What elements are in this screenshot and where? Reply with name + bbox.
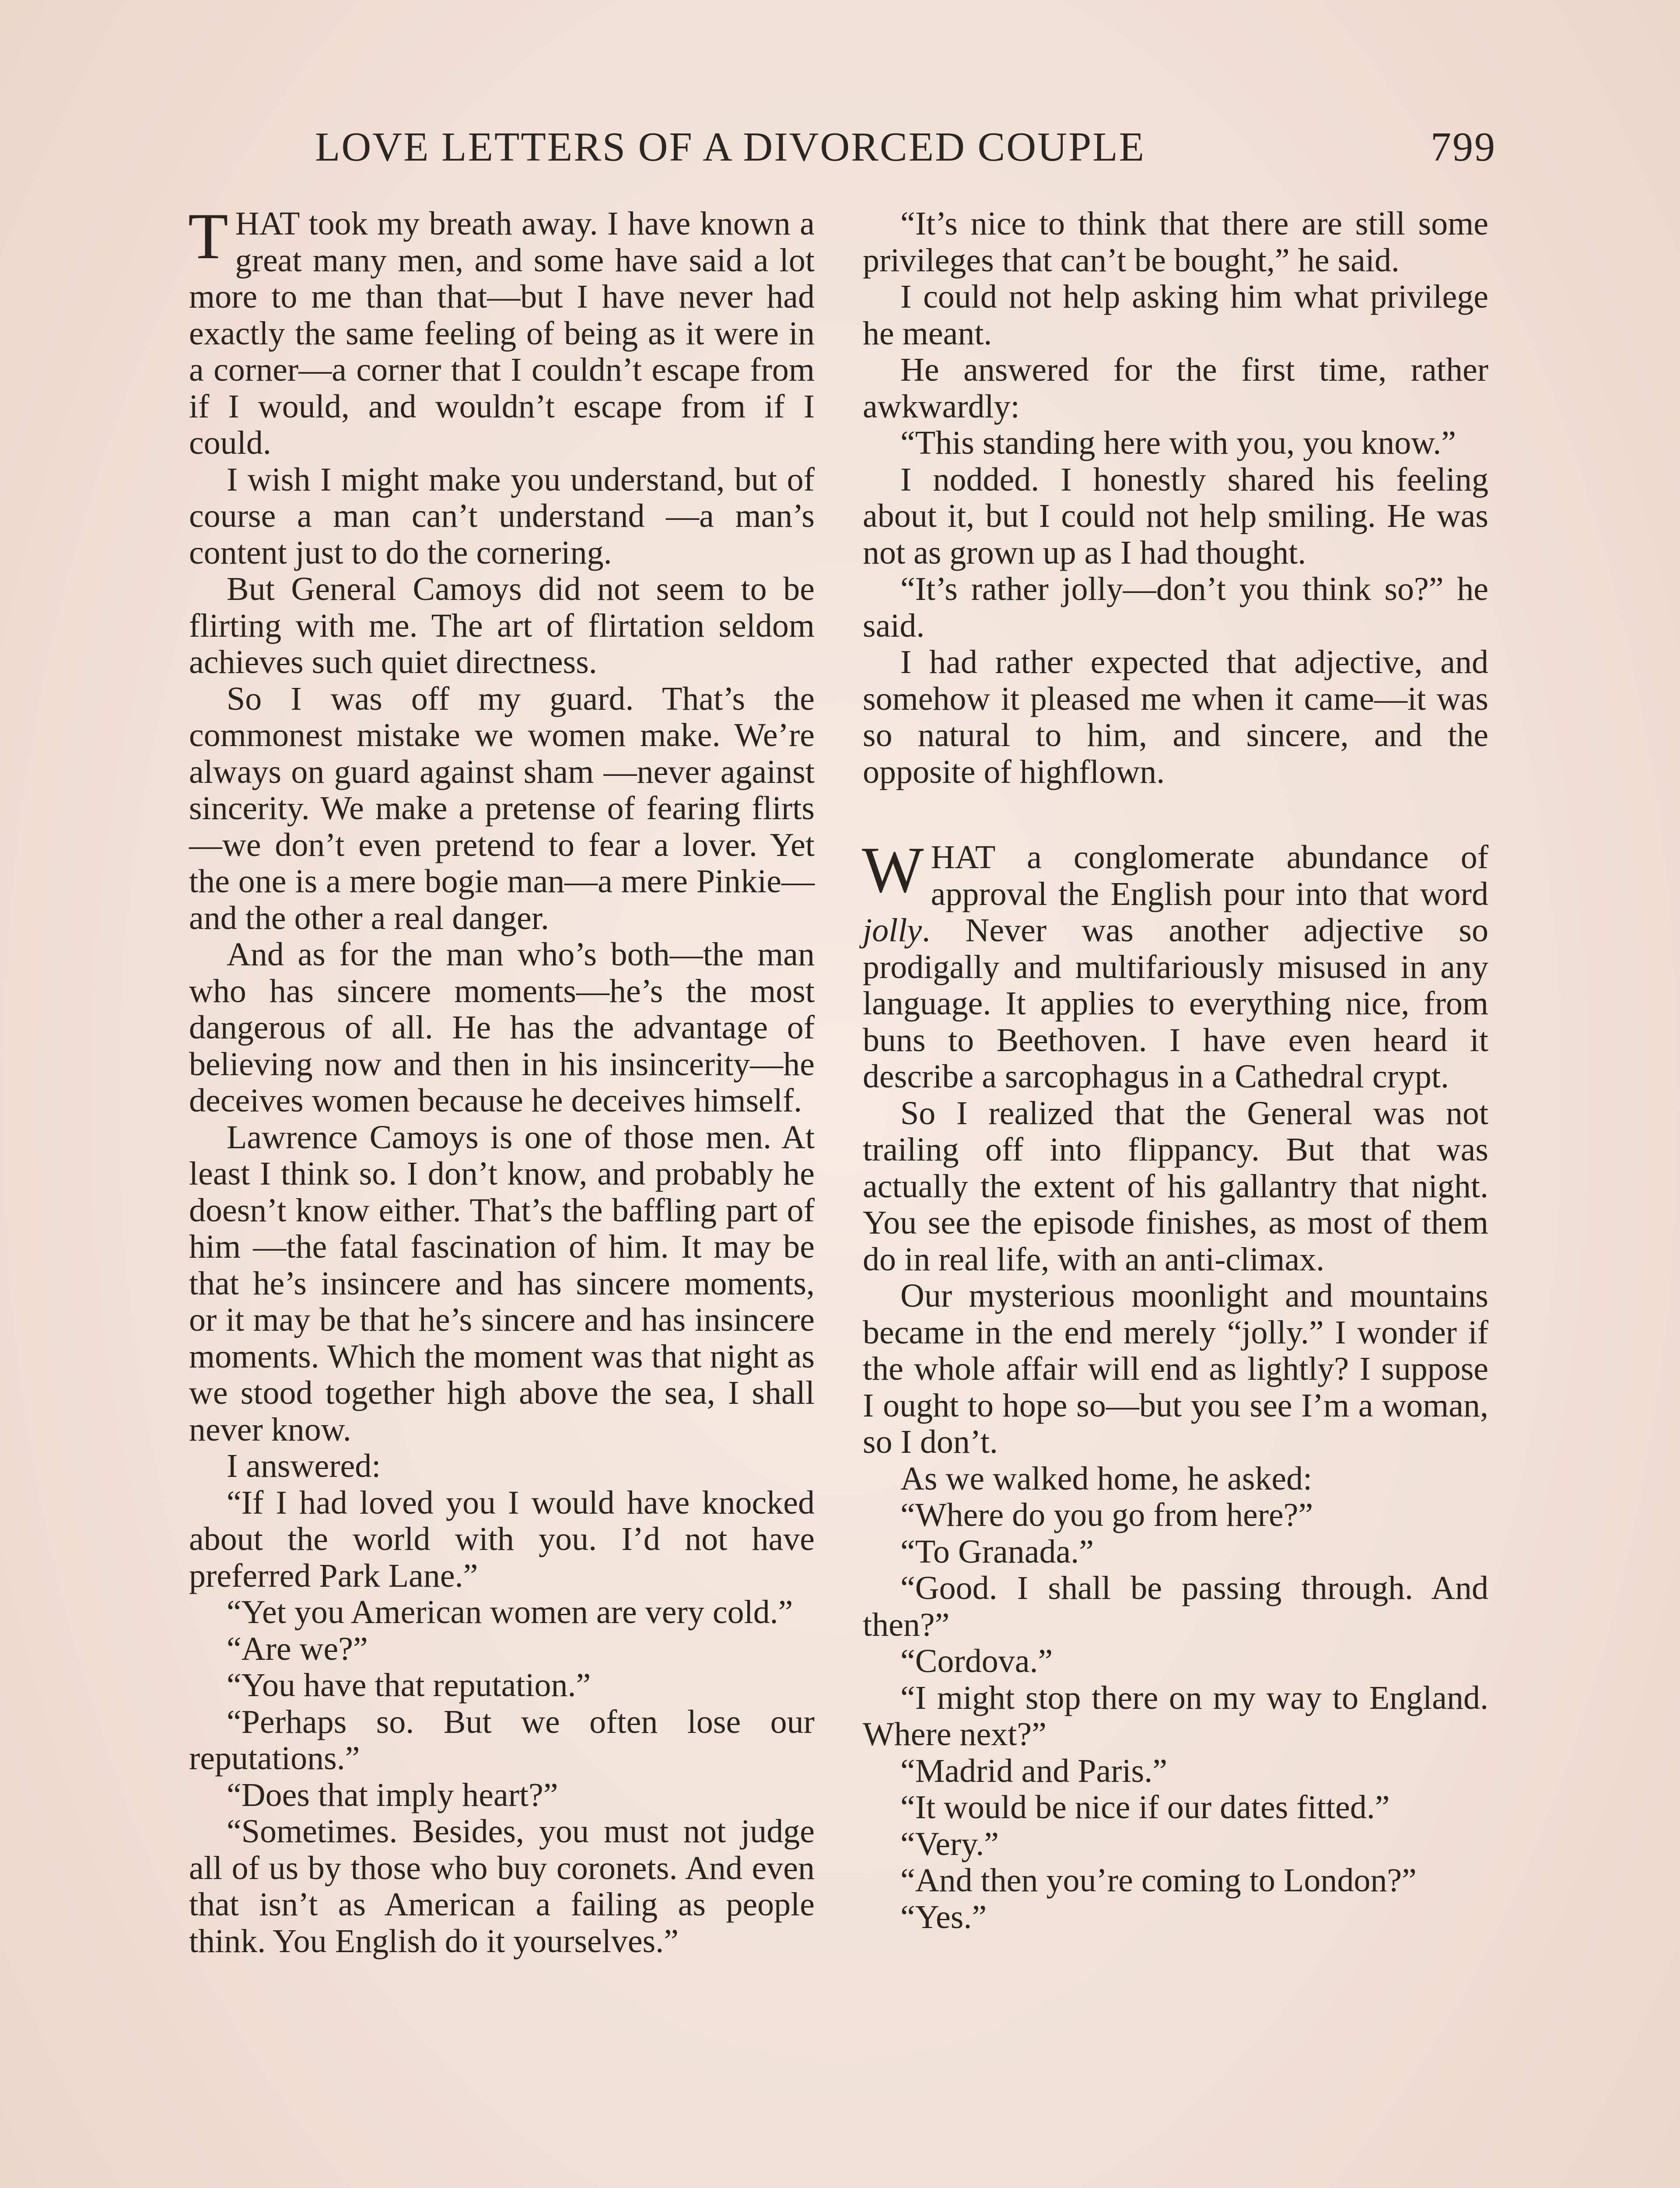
dialogue-line: “Madrid and Paris.” [900,1752,1167,1789]
paragraph: I wish I might make you understand, but of course a man can’t understand —a man’s content just to do the cornering. [189,461,815,571]
dialogue-line: “And then you’re coming to London?” [900,1862,1417,1899]
dialogue-line: “It would be nice if our dates fitted.” [900,1789,1390,1826]
section-opening-paragraph [862,834,1488,1095]
dialogue-line: “Are we?” [227,1630,368,1667]
section-text: HAT a conglomerate abundance of approval the English pour into that word [931,839,1488,912]
emphasized-word: jolly [863,912,922,949]
dialogue-line: “It’s rather jolly—don’t you think so?” he said. [863,571,1488,644]
dialogue-line: “Does that imply heart?” [227,1776,558,1813]
opening-paragraph [188,200,815,462]
paragraph: As we walked home, he asked: [900,1460,1312,1497]
drop-cap: W [862,834,924,906]
right-column [863,206,1488,2188]
opening-paragraph-text: HAT took my breath away. I have known a great many men, and some have said a lot more to me than that—but I have never had exactly the same feeling of being as it were in a corner—a corner that I couldn’t escape from if I would, and wouldn’t escape from if I could. [189,205,815,461]
dialogue-line: “Yet you American women are very cold.” [227,1594,793,1630]
dialogue-line: “Where do you go from here?” [900,1497,1313,1533]
running-title: LOVE LETTERS OF A DIVORCED COUPLE [315,124,1146,170]
paragraph: I nodded. I honestly shared his feeling about it, but I could not help smiling. He was not as grown up as I had thought. [863,461,1488,571]
paragraph: He answered for the first time, rather awkwardly: [863,351,1488,425]
paragraph: So I realized that the General was not trailing off into flippancy. But that was actually the extent of his gallantry that night. You see the episode finishes, as most of them do in real life, with an anti-climax. [863,1094,1488,1278]
section-text: . Never was another adjective so prodigally and multifariously misused in any language. It applies to everything nice, from buns to Beethoven. I have even heard it describe a sarcophagus in a Cathedral crypt. [863,912,1488,1095]
dialogue-line: “Perhaps so. But we often lose our reputations.” [189,1703,815,1777]
dialogue-line: “Yes.” [900,1898,987,1936]
paragraph: So I was off my guard. That’s the commonest mistake we women make. We’re always on guard against sham —never against sincerity. We make a pretense of fearing flirts—we don’t even pretend to fear a lover. Yet the one is a mere bogie man—a mere Pinkie—and the other a real danger. [189,680,815,936]
paragraph: But General Camoys did not seem to be flirting with me. The art of flirtation seldom achieves such quiet directness. [189,571,815,680]
dialogue-line: “It’s nice to think that there are still some privileges that can’t be bought,” he said. [863,205,1488,279]
left-column [188,200,815,2188]
page-number: 799 [1431,124,1496,170]
dialogue-line: “This standing here with you, you know.” [900,424,1456,461]
paragraph: And as for the man who’s both—the man who has sincere moments—he’s the most dangerous of all. He has the advantage of believing now and then in his insincerity—he deceives women because he deceives himself. [189,936,815,1119]
dialogue-line: “Good. I shall be passing through. And then?” [863,1570,1488,1643]
dialogue-line: “To Granada.” [900,1533,1094,1570]
paragraph: Our mysterious moonlight and mountains became in the end merely “jolly.” I wonder if the whole affair will end as lightly? I suppose I ought to hope so—but you see I’m a woman, so I don’t. [863,1277,1488,1460]
paragraph: I answered: [227,1448,381,1484]
paragraph: I could not help asking him what privilege he meant. [863,278,1488,352]
dialogue-line: “Sometimes. Besides, you must not judge all of us by those who buy coronets. And even that isn’t as American a failing as people think. You English do it yourselves.” [189,1813,815,1960]
dialogue-line: “I might stop there on my way to England. Where next?” [863,1679,1488,1753]
drop-cap: T [188,200,228,273]
dialogue-line: “Cordova.” [900,1643,1053,1680]
paragraph: I had rather expected that adjective, and somehow it pleased me when it came—it was so natural to him, and sincere, and the opposite of highflown. [863,644,1488,790]
paragraph: Lawrence Camoys is one of those men. At least I think so. I don’t know, and probably he doesn’t know either. That’s the baffling part of him —the fatal fascination of him. It may be that he’s insincere and has sincere moments, or it may be that he’s sincere and has insincere moments. Which the moment was that night as we stood together high above the sea, I shall never know. [189,1119,815,1448]
dialogue-line: “You have that reputation.” [227,1667,591,1704]
running-header [315,123,1496,176]
dialogue-line: “Very.” [900,1825,999,1862]
dialogue-line: “If I had loved you I would have knocked about the world with you. I’d not have preferred Park Lane.” [189,1484,815,1594]
